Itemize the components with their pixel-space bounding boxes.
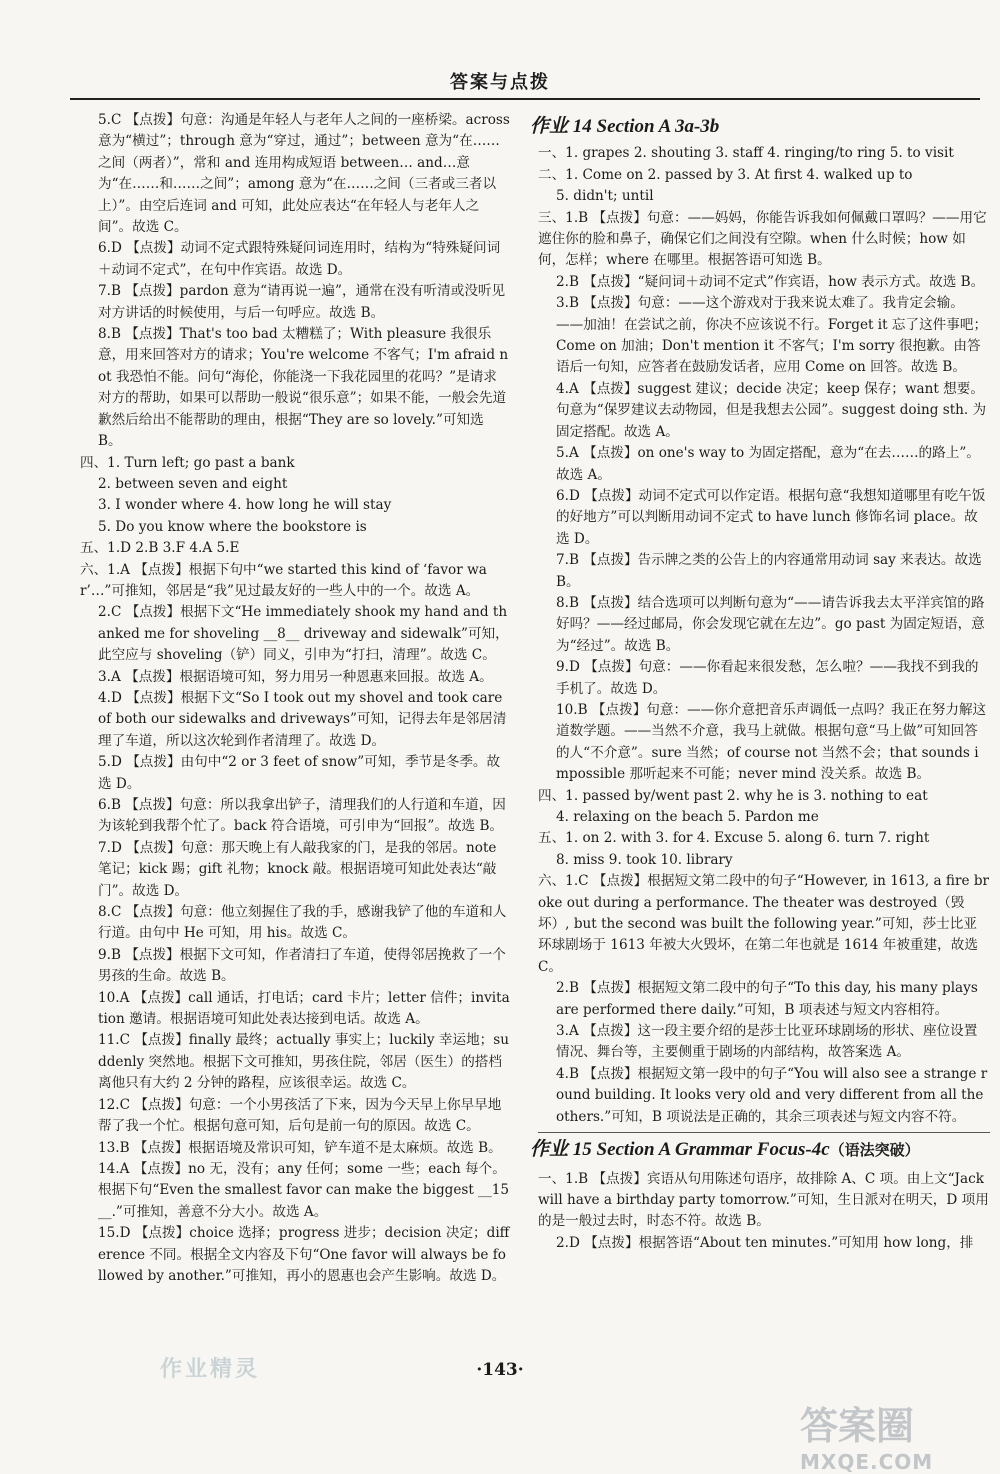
answer-paragraph: 5. didn't; until bbox=[556, 188, 654, 205]
header-title: 答案与点拨 bbox=[450, 72, 550, 93]
page-number: ·143· bbox=[476, 1360, 524, 1380]
answer-paragraph: 9.B 【点拨】根据下文可知，作者清扫了车道，使得邻居挽救了一个男孩的生命。故选 B。 bbox=[98, 946, 506, 985]
answer-paragraph: 六、1.C 【点拨】根据短文第二段中的句子“However, in 1613, a fire broke out during a performance. The theater was destroyed（毁坏）, but the second was built the following year.”可知，莎士比亚环球剧场于 1613 年被大火毁坏，在第二年也就是 1614 年被重建，故选 C。 bbox=[538, 873, 990, 975]
section-14-title: 作业 14 Section A 3a-3b bbox=[530, 116, 720, 137]
answer-paragraph: 六、1.A 【点拨】根据下句中“we started this kind of ‘favor war’…”可推知，邻居是“我”见过最友好的一些人中的一个。故选 A。 bbox=[80, 561, 487, 599]
answer-paragraph: 2.D 【点拨】根据答语“About ten minutes.”可知用 how long，排 bbox=[556, 1234, 974, 1251]
answer-paragraph: 7.B 【点拨】告示牌之类的公告上的内容通常用动词 say 来表达。故选 B。 bbox=[556, 552, 982, 590]
answer-paragraph: 五、1. on 2. with 3. for 4. Excuse 5. along 6. turn 7. right bbox=[538, 830, 930, 847]
answer-paragraph: 8.C 【点拨】句意：他立刻握住了我的手，感谢我铲了他的车道和人行道。由句中 He 可知，用 his。故选 C。 bbox=[98, 904, 507, 942]
answer-paragraph: 14.A 【点拨】no 无，没有；any 任何；some 一些；each 每个。根据下句“Even the smallest favor can make the biggest __15__.”可推知，善意不分大小。故选 A。 bbox=[98, 1160, 510, 1220]
answer-paragraph: 4. relaxing on the beach 5. Pardon me bbox=[556, 809, 819, 825]
section-15-tag: （语法突破） bbox=[829, 1143, 920, 1160]
left-column bbox=[80, 110, 510, 1287]
watermark-left: 作业精灵 bbox=[160, 1356, 261, 1382]
answer-paragraph: 2.B 【点拨】“疑问词＋动词不定式”作宾语，how 表示方式。故选 B。 bbox=[556, 273, 985, 290]
answer-paragraph: 6.D 【点拨】动词不定式可以作定语。根据句意“我想知道哪里有吃午饭的好地方”可以判断用动词不定式 to have lunch 修饰名词 place。故选 D。 bbox=[556, 487, 986, 547]
answer-paragraph: 5.D 【点拨】由句中“2 or 3 feet of snow”可知，季节是冬季。故选 D。 bbox=[98, 754, 501, 792]
answer-paragraph: 5. Do you know where the bookstore is bbox=[98, 518, 367, 535]
answer-paragraph: 6.B 【点拨】句意：所以我拿出铲子，清理我们的人行道和车道，因为该轮到我帮个忙了。back 符合语境，可引申为“回报”。故选 B。 bbox=[98, 797, 506, 835]
answer-paragraph: 2.C 【点拨】根据下文“He immediately shook my hand and thanked me for shoveling __8__ driveway and sidewalk”可知，此空应与 shoveling（铲）同义，引申为“打扫，清理”。故选 C。 bbox=[98, 604, 509, 664]
answer-paragraph: 2. between seven and eight bbox=[98, 475, 288, 492]
answer-paragraph: 五、1.D 2.B 3.F 4.A 5.E bbox=[80, 540, 240, 557]
answer-paragraph: 8.B 【点拨】结合选项可以判断句意为“——请告诉我去太平洋宾馆的路好吗？——经过邮局，你会发现它就在左边”。go past 为固定短语，意为“经过”。故选 B。 bbox=[556, 594, 985, 654]
answer-paragraph: 3.A 【点拨】根据语境可知，努力用另一种恩惠来回报。故选 A。 bbox=[98, 668, 493, 685]
watermark-logo bbox=[800, 1395, 960, 1474]
watermark-url: MXQE.COM bbox=[800, 1450, 934, 1474]
header-rule bbox=[70, 98, 980, 100]
answer-paragraph: 13.B 【点拨】根据语境及常识可知，铲车道不是太麻烦。故选 B。 bbox=[98, 1139, 502, 1156]
answer-paragraph: 7.D 【点拨】句意：那天晚上有人敲我家的门，是我的邻居。note 笔记；kick 踢；gift 礼物；knock 敲。根据语境可知此处表达“敲门”。故选 D。 bbox=[98, 839, 497, 899]
watermark-logo-text: 答案圈 bbox=[800, 1404, 915, 1448]
answer-paragraph: 3.A 【点拨】这一段主要介绍的是莎士比亚环球剧场的形状、座位设置情况、舞台等，主要侧重于剧场的内部结构，故答案选 A。 bbox=[556, 1023, 978, 1061]
section-15-title-text: 作业 15 Section A Grammar Focus-4c bbox=[530, 1139, 830, 1161]
answer-paragraph: 四、1. Turn left; go past a bank bbox=[80, 454, 295, 471]
section-14-body bbox=[538, 143, 990, 1128]
answer-paragraph: 12.C 【点拨】句意：一个小男孩活了下来，因为今天早上你早早地帮了我一个忙。根据句意可知，后句是前一句的原因。故选 C。 bbox=[98, 1096, 502, 1135]
answer-paragraph: 6.D 【点拨】动词不定式跟特殊疑问词连用时，结构为“特殊疑问词＋动词不定式”，在句中作宾语。故选 D。 bbox=[98, 240, 501, 278]
answer-paragraph: 3. I wonder where 4. how long he will stay bbox=[98, 497, 392, 514]
answer-paragraph: 9.D 【点拨】句意：——你看起来很发愁，怎么啦？——我找不到我的手机了。故选 D。 bbox=[556, 659, 979, 697]
answer-paragraph: 2.B 【点拨】根据短文第二段中的句子“To this day, his many plays are performed there daily.”可知，B 项表述与短文内容相符。 bbox=[556, 980, 978, 1018]
section-15-body bbox=[538, 1169, 990, 1255]
section-separator bbox=[538, 1132, 990, 1133]
answer-paragraph: 8.B 【点拨】That's too bad 太糟糕了；With pleasure 我很乐意，用来回答对方的请求；You're welcome 不客气；I'm afraid not 我恐怕不能。问句“海伦，你能浇一下我花园里的花吗？”是请求对方的帮助，如果可以帮助一般说“很乐意”；如果不能，一般会先道歉然后给出不能帮助的理由，根据“They are so lovely.”可知选 B。 bbox=[98, 326, 509, 450]
answer-paragraph: 四、1. passed by/went past 2. why he is 3. nothing to eat bbox=[538, 787, 928, 804]
answer-paragraph: 11.C 【点拨】finally 最终；actually 事实上；luckily 幸运地；suddenly 突然地。根据下文可推知，男孩住院，邻居（医生）的搭档离他只有大约 2 分钟的路程，应该很幸运。故选 C。 bbox=[98, 1032, 509, 1092]
answer-paragraph: 4.A 【点拨】suggest 建议；decide 决定；keep 保存；want 想要。句意为“保罗建议去动物园，但是我想去公园”。suggest doing sth. 为固定搭配。故选 A。 bbox=[556, 380, 987, 440]
section-15-title bbox=[530, 1139, 990, 1162]
answer-paragraph: 3.B 【点拨】句意：——这个游戏对于我来说太难了。我肯定会输。——加油！在尝试之前，你决不应该说不行。Forget it 忘了这件事吧；Come on 加油；Don't mention it 不客气；I'm sorry 很抱歉。由答语后一句知，应答者在鼓励发话者，应用 Come on 回答。故选 B。 bbox=[556, 295, 988, 376]
answer-paragraph: 7.B 【点拨】pardon 意为“请再说一遍”，通常在没有听清或没听见对方讲话的时候使用，与后一句呼应。故选 B。 bbox=[98, 283, 506, 321]
right-column bbox=[530, 110, 990, 1254]
answer-paragraph: 二、1. Come on 2. passed by 3. At first 4. walked up to bbox=[538, 166, 913, 183]
answer-paragraph: 15.D 【点拨】choice 选择；progress 进步；decision 决定；difference 不同。根据全文内容及下句“One favor will always be followed by another.”可推知，再小的恩惠也会产生影响。故选 D。 bbox=[98, 1225, 510, 1284]
answer-paragraph: 一、1. grapes 2. shouting 3. staff 4. ringing/to ring 5. to visit bbox=[538, 145, 954, 162]
answer-paragraph: 10.B 【点拨】句意：——你介意把音乐声调低一点吗？我正在努力解这道数学题。——当然不介意，我马上就做。根据句意“马上做”可知回答的人“不介意”。sure 当然；of course not 当然不会；that sounds impossible 那听起来不可能；never mind 没关系。故选 B。 bbox=[556, 701, 987, 783]
answer-paragraph: 8. miss 9. took 10. library bbox=[556, 851, 733, 868]
answer-paragraph: 5.C 【点拨】句意：沟通是年轻人与老年人之间的一座桥梁。across 意为“横过”；through 意为“穿过，通过”；between 意为“在……之间（两者）”，常和 and 连用构成短语 between… and…意为“在……和……之间”；among 意为“在……之间（三者或三者以上）”。由空后连词 and 可知，此处应表达“在年轻人与老年人之间”。故选 C。 bbox=[98, 112, 510, 236]
answer-paragraph: 4.D 【点拨】根据下文“So I took out my shovel and took care of both our sidewalks and driveways”可知，记得去年是邻居清理了车道，所以这次轮到作者清理了。故选 D。 bbox=[98, 689, 507, 749]
answer-paragraph: 5.A 【点拨】on one's way to 为固定搭配，意为“在去……的路上”。故选 A。 bbox=[556, 445, 980, 483]
answer-paragraph: 一、1.B 【点拨】宾语从句用陈述句语序，故排除 A、C 项。由上文“Jack will have a birthday party tomorrow.”可知，生日派对在明天，D 项用的是一般过去时，时态不符。故选 B。 bbox=[538, 1170, 989, 1230]
answer-paragraph: 4.B 【点拨】根据短文第一段中的句子“You will also see a strange round building. It looks very old and very different from all the others.”可知，B 项说法是正确的，其余三项表述与短文内容不符。 bbox=[556, 1065, 988, 1125]
answer-paragraph: 三、1.B 【点拨】句意：——妈妈，你能告诉我如何佩戴口罩吗？——用它遮住你的脸和鼻子，确保它们之间没有空隙。when 什么时候；how 如何，怎样；where 在哪里。根据答语可知选 B。 bbox=[538, 209, 987, 269]
answer-paragraph: 10.A 【点拨】call 通话，打电话；card 卡片；letter 信件；invitation 邀请。根据语境可知此处表达接到电话。故选 A。 bbox=[98, 989, 510, 1028]
